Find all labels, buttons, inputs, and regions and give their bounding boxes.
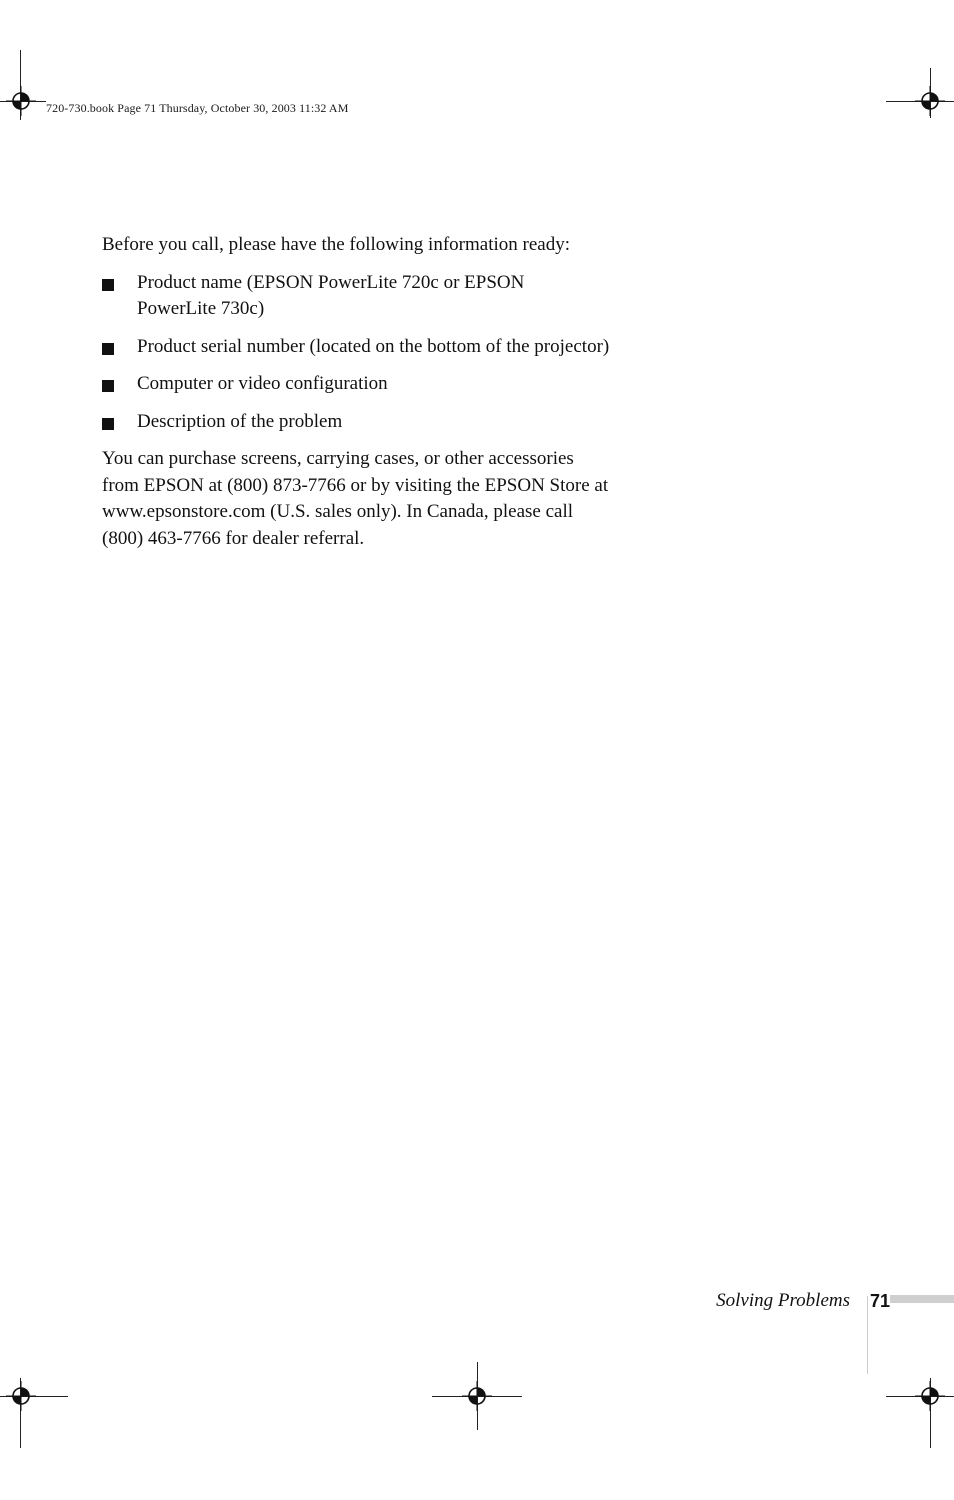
list-item-text: Product name (EPSON PowerLite 720c or EPSON (137, 271, 525, 293)
footer-tab-bar (890, 1295, 954, 1303)
info-list (102, 270, 662, 436)
purchase-line: You can purchase screens, carrying cases, or other accessories (102, 448, 574, 469)
list-item-text: Description of the problem (137, 410, 343, 432)
purchase-line: from EPSON at (800) 873-7766 or by visiting the EPSON Store at (102, 474, 609, 496)
registration-mark-bottom-right-icon (915, 1381, 945, 1411)
page-body (102, 232, 662, 552)
registration-mark-bottom-center-icon (462, 1381, 492, 1411)
page-number: 71 (870, 1291, 891, 1311)
list-item (102, 270, 662, 323)
square-bullet-icon (102, 418, 114, 430)
list-item-text: Product serial number (located on the bottom of the projector) (137, 335, 610, 357)
print-slug: 720-730.book Page 71 Thursday, October 30, 2003 11:32 AM (46, 101, 349, 115)
square-bullet-icon (102, 343, 114, 355)
registration-mark-top-left-icon (6, 86, 36, 116)
registration-mark-bottom-left-icon (6, 1381, 36, 1411)
running-footer-title: Solving Problems (716, 1290, 850, 1311)
registration-mark-top-right-icon (915, 86, 945, 116)
intro-paragraph: Before you call, please have the following information ready: (102, 234, 570, 255)
purchase-paragraph (102, 446, 662, 552)
square-bullet-icon (102, 380, 114, 392)
list-item (102, 371, 662, 398)
purchase-line: (800) 463-7766 for dealer referral. (102, 527, 365, 549)
list-item (102, 334, 662, 361)
list-item (102, 409, 662, 436)
list-item-text-continued: PowerLite 730c) (137, 298, 265, 319)
square-bullet-icon (102, 279, 114, 291)
footer-vertical-rule (867, 1296, 868, 1374)
purchase-line: www.epsonstore.com (U.S. sales only). In Canada, please call (102, 501, 574, 522)
list-item-text: Computer or video configuration (137, 373, 388, 394)
